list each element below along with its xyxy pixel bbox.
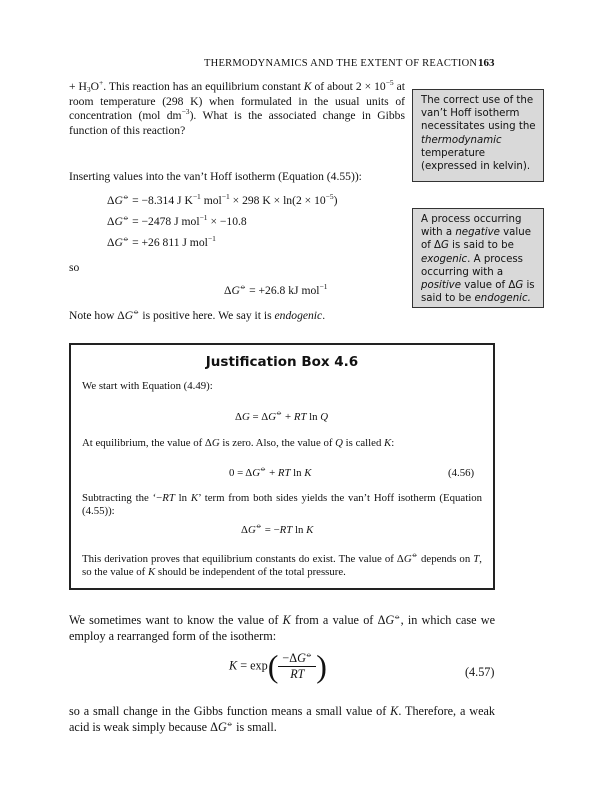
inserting-values-text: Inserting values into the van’t Hoff isotherm (Equation (4.55)): (69, 170, 362, 183)
justification-title: Justification Box 4.6 (205, 354, 359, 370)
so-word: so (69, 261, 80, 274)
equation-line-1: ΔG⦵ = −8.314 J $K^{-1}$ mol$^{-1}$ × 298 $K \times \ln(2 \times 10^{-5})$ (107, 192, 338, 207)
justification-equation-3: ΔG⦵ = −RT ln K (241, 521, 314, 536)
justification-line-2: At equilibrium, the value of ΔG is zero. Also, the value of Q is called K: (82, 437, 395, 449)
rearranged-isotherm-paragraph: We sometimes want to know the value of K from a value of ΔG⦵, in which case we employ a rearranged form of the isotherm: (69, 612, 495, 643)
justification-equation-1: ΔG = ΔG⦵ + RT ln Q (235, 408, 329, 423)
equation-number-456: (4.56) (448, 467, 475, 479)
justification-line-4: This derivation proves that equilibrium constants do exist. The value of ΔG⦵ depends on T, so the value of K should be independent of the total pressure. (82, 550, 482, 579)
justification-line-1: We start with Equation (4.49): (82, 380, 213, 392)
intro-paragraph: + $H_3O^+$. This reaction has an equilibrium constant K of about $2 \times 10^{-5}$ at room temperature (298 K) when formulated in the usual units of concentration (mol $dm^{-3}$). What is the associated change in Gibbs function of this reaction? (69, 78, 406, 137)
margin-note-exogenic-endogenic: A process occurring with a negative value of ΔG is said to be exogenic. A process occurring with a positive value of ΔG is said to be endogenic. (412, 208, 544, 308)
equation-line-3: ΔG⦵ = +26 811 J mol$^{-1}$ (107, 234, 216, 249)
margin-note-thermodynamic-temperature: The correct use of the van’t Hoff isotherm necessitates using the thermodynamic temperature (expressed in kelvin). (412, 89, 544, 182)
running-header: THERMODYNAMICS AND THE EXTENT OF REACTION (204, 58, 478, 69)
final-paragraph: so a small change in the Gibbs function means a small value of K. Therefore, a weak acid is weak simply because ΔG⦵ is small. (69, 704, 495, 734)
equation-result: ΔG⦵ = +26.8 kJ mol$^{-1}$ (224, 282, 328, 297)
page-number: 163 (478, 57, 495, 69)
justification-equation-2: 0 = ΔG⦵ + RT ln K (229, 464, 312, 479)
equation-number-457: (4.57) (465, 665, 495, 679)
note-endogenic: Note how ΔG⦵ is positive here. We say it is endogenic. (69, 307, 326, 322)
equation-line-2: ΔG⦵ = −2478 J mol$^{-1}$ × −10.8 (107, 213, 247, 228)
justification-line-3: Subtracting the ‘−RT ln K’ term from both sides yields the van’t Hoff isotherm (Equation (4.55)): (82, 492, 483, 518)
equation-457: K = exp( $\frac{-\Delta G^⦵}{RT}$ ) (229, 648, 327, 684)
